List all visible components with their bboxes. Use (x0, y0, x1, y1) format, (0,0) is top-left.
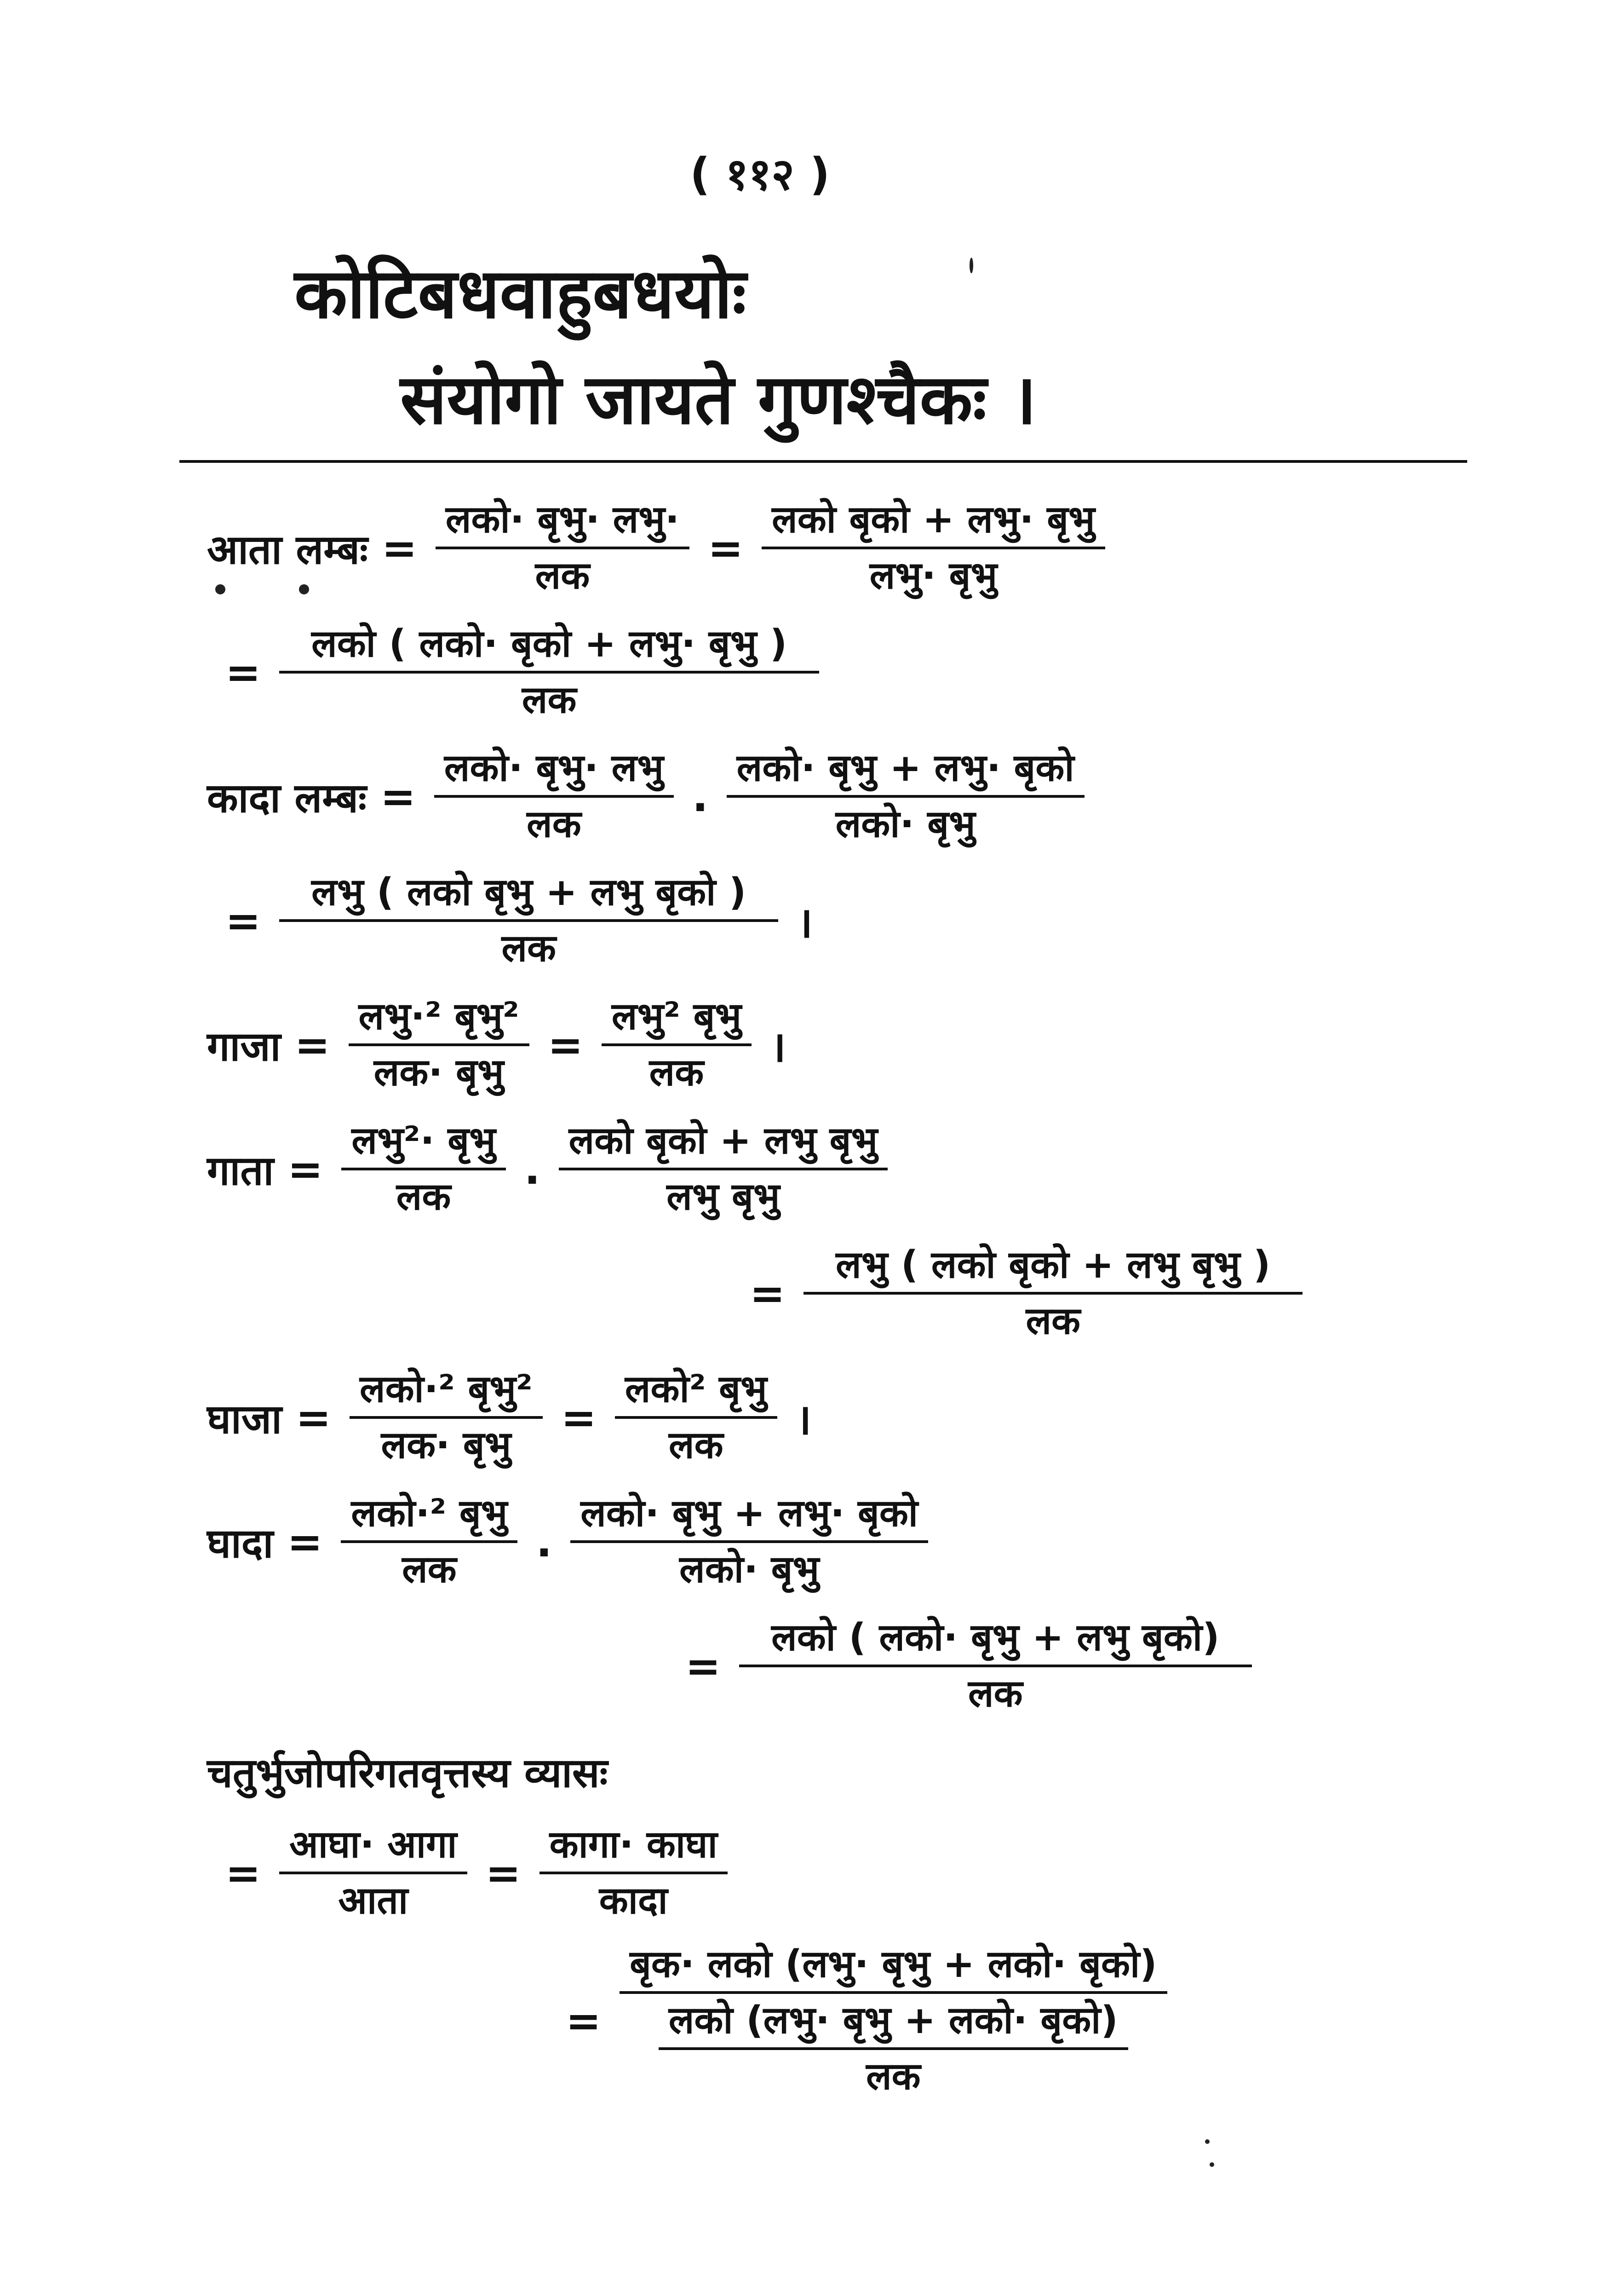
fraction (727, 745, 1085, 847)
circle-heading-row (207, 1744, 608, 1799)
denominator: लक (1026, 1299, 1081, 1343)
denominator: लभु बृभु (666, 1175, 780, 1219)
denominator: लक (535, 554, 590, 598)
denominator: लक· बृभु (373, 1051, 504, 1095)
equation-label: गाता (207, 1147, 274, 1195)
fraction (570, 1491, 928, 1593)
denominator: आता (338, 1879, 408, 1923)
numerator: लको बृको + लभु बृभु (559, 1118, 888, 1170)
equals-sign: = (561, 1393, 597, 1442)
equals-sign: = (566, 1996, 602, 2045)
numerator: लको· बृभु· लभु· (436, 497, 689, 549)
equation-label: घादा (207, 1520, 274, 1567)
numerator: लको·² बृभु² (350, 1366, 543, 1419)
inner-numerator: लको (लभु· बृभु + लको· बृको) (659, 1998, 1128, 2050)
denominator: लक (501, 927, 557, 971)
equals-sign: = (708, 523, 744, 573)
equals-sign: = (295, 1393, 331, 1442)
page-number: ( ११२ ) (690, 149, 830, 200)
scan-speck (215, 584, 225, 594)
fraction (615, 1366, 777, 1469)
equals-sign: = (380, 772, 416, 821)
fraction (762, 497, 1105, 599)
numerator: आघा· आगा (279, 1822, 467, 1874)
fraction (602, 994, 752, 1096)
denominator: लको· बृभु (835, 802, 976, 847)
equals-sign: = (485, 1848, 521, 1898)
danda: । (797, 898, 813, 947)
equation-gaja (207, 994, 800, 1096)
fraction (739, 1615, 1251, 1717)
numerator: लको² बृभु (615, 1366, 777, 1419)
equals-sign: = (294, 1020, 330, 1070)
multiply-dot: . (536, 1517, 552, 1567)
equation-ghada-result (671, 1615, 1257, 1717)
equation-kada (207, 745, 1089, 847)
numerator: लभु ( लको बृको + लभु बृभु ) (803, 1242, 1303, 1295)
denominator: लक (527, 802, 581, 847)
fraction (539, 1822, 728, 1924)
equals-sign: = (287, 1144, 323, 1194)
fraction (279, 1822, 467, 1924)
fraction (559, 1118, 888, 1220)
denominator: लक· बृभु (381, 1423, 511, 1468)
numerator: लभु·² बृभु² (349, 994, 529, 1046)
danda: । (795, 1394, 812, 1444)
denominator: लक (968, 1672, 1023, 1716)
scan-speck (1205, 2139, 1210, 2144)
numerator: लभु ( लको बृभु + लभु बृको ) (279, 870, 778, 922)
numerator: लको· बृभु + लभु· बृको (727, 745, 1085, 798)
denominator: लभु· बृभु (869, 554, 998, 598)
equals-sign: = (381, 523, 417, 573)
equals-sign: = (225, 647, 261, 697)
equals-sign: = (750, 1268, 786, 1318)
fraction (803, 1242, 1303, 1344)
fraction (341, 1491, 517, 1593)
numerator: लभु²· बृभु (341, 1118, 505, 1170)
denominator: लक (522, 678, 577, 722)
numerator: लको बृको + लभु· बृभु (762, 497, 1105, 549)
denominator: लक (402, 1548, 457, 1592)
equals-sign: = (225, 896, 261, 945)
verse-line-2: संयोगो जायते गुणश्चैकः । (400, 360, 1037, 440)
equals-sign: = (547, 1020, 583, 1070)
denominator: लको· बृभु (679, 1548, 820, 1592)
equation-gata (207, 1118, 892, 1220)
fraction (341, 1118, 505, 1220)
denominator: लक (649, 1051, 704, 1095)
numerator: लको ( लको· बृभु + लभु बृको) (739, 1615, 1251, 1667)
numerator: लभु² बृभु (602, 994, 752, 1046)
verse-line-1: कोटिबधवाहुबधयोः (294, 254, 746, 334)
scan-speck (970, 258, 973, 273)
denominator: लक (396, 1175, 451, 1219)
equation-label: घाजा (207, 1395, 282, 1443)
danda: । (770, 1022, 786, 1071)
fraction (436, 497, 689, 599)
equation-ata (207, 497, 1110, 599)
fraction (434, 745, 674, 847)
equation-ghada (207, 1491, 933, 1593)
scan-speck (299, 584, 309, 594)
equation-label: कादा लम्बः (207, 774, 367, 822)
equation-label: गाजा (207, 1023, 281, 1071)
equation-ata-result (212, 621, 824, 723)
fraction (279, 621, 819, 723)
inner-denominator: लक (866, 2055, 921, 2099)
inner-fraction (659, 1998, 1128, 2100)
numerator: लको ( लको· बृको + लभु· बृभु ) (279, 621, 819, 674)
equation-kada-result (212, 870, 826, 972)
section-divider (179, 460, 1467, 463)
circle-heading: चतुर्भुजोपरिगतवृत्तस्य व्यासः (207, 1749, 608, 1797)
equals-sign: = (287, 1517, 323, 1567)
equation-label: आता लम्बः (207, 526, 368, 574)
compound-fraction (620, 1941, 1167, 2100)
numerator: बृक· लको (लभु· बृभु + लको· बृको) (620, 1941, 1167, 1994)
fraction (350, 1366, 543, 1469)
equals-sign: = (685, 1641, 721, 1691)
fraction (279, 870, 778, 972)
multiply-dot: . (692, 772, 708, 821)
circle-diameter-line-1 (212, 1822, 732, 1924)
equation-gata-result (736, 1242, 1307, 1344)
numerator: लको·² बृभु (341, 1491, 517, 1543)
numerator: कागा· काघा (539, 1822, 728, 1874)
numerator: लको· बृभु + लभु· बृको (570, 1491, 928, 1543)
circle-diameter-line-2 (552, 1941, 1172, 2100)
denominator: कादा (599, 1879, 668, 1923)
fraction (349, 994, 529, 1096)
equation-ghaja (207, 1366, 826, 1469)
numerator: लको· बृभु· लभु (434, 745, 674, 798)
equals-sign: = (225, 1848, 261, 1898)
denominator: लक (668, 1423, 723, 1468)
multiply-dot: . (524, 1144, 540, 1194)
scan-speck (1210, 2162, 1214, 2167)
